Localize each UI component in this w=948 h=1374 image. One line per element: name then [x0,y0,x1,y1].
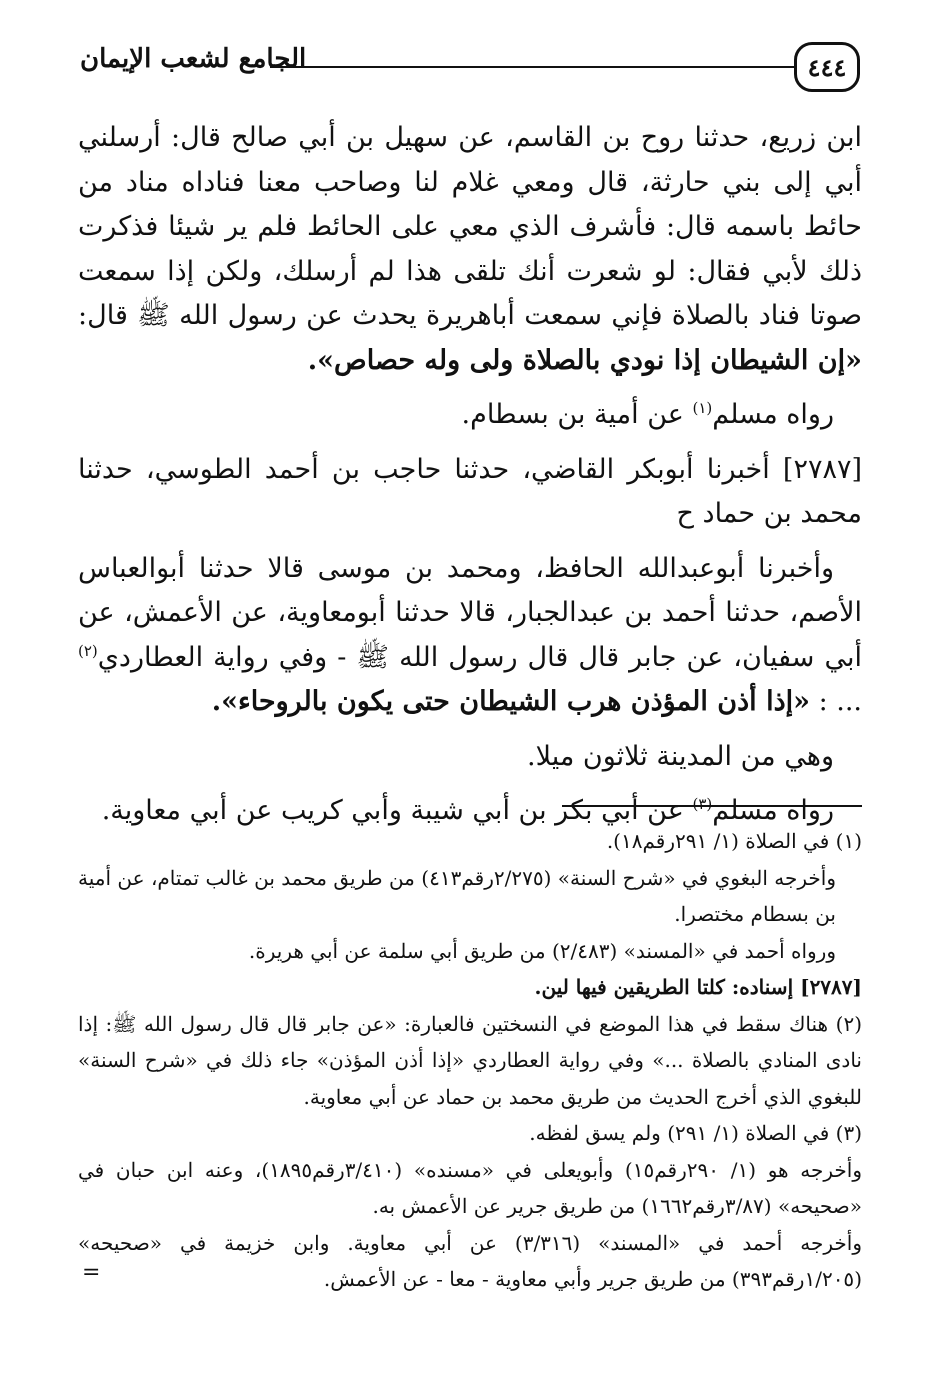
narration-text: رواه مسلم [712,795,834,826]
narration-text: عن أبي بكر بن أبي شيبة وأبي كريب عن أبي معاوية. [101,795,684,826]
footnote-line: [٢٧٨٧] إسناده: كلتا الطريقين فيها لين. [534,975,862,999]
paragraph-text: ابن زريع، حدثنا روح بن القاسم، عن سهيل بن أبي صالح قال: أرسلني أبي إلى بني حارثة، قال ومعي غلام لنا وصاحب معنا فناداه مناد من حائط باسمه قال: فأشرف الذي معي على الحائط فلم ير شيئا فذكرت ذلك لأبي فقال: لو شعرت أنك تلقى هذا لم أرسلك، ولكن إذا سمعت صوتا فناد بالصلاة فإني سمعت أباهريرة يحدث عن رسول الله ﷺ قال: [78,122,862,331]
footnote-line: وأخرجه أحمد في «المسند» (٣/٣١٦) عن أبي معاوية. وابن خزيمة في «صحيحه» (١/٢٠٥رقم٣٩٣) من طريق جرير وأبي معاوية - معا - عن الأعمش. [78,1230,862,1291]
paragraph [78,448,862,537]
book-title: الجامع لشعب الإيمان [80,44,307,74]
hadith-quote: «إن الشيطان إذا نودي بالصلاة ولى وله حصاص». [307,344,862,376]
footnote-1: (١) في الصلاة (١/ ٢٩١رقم١٨). [606,829,862,853]
paragraph: وهي من المدينة ثلاثون ميلا. [527,740,834,772]
hadith-number: [٢٧٨٧] [782,453,862,485]
footnote-separator [562,805,862,807]
header-rule [270,66,794,68]
footnotes [78,823,862,1298]
footnote-ref[interactable]: (٣) [692,795,713,813]
paragraph [78,116,862,383]
paragraph [78,547,862,725]
footnote-2: (٢) هناك سقط في هذا الموضع في النسختين فالعبارة: «عن جابر قال قال رسول الله ﷺ: إذا نادى المنادي بالصلاة ...» وفي رواية العطاردي «إذا أذن المؤذن» جاء ذلك في «شرح السنة» للبغوي الذي أخرج الحديث من طريق محمد بن حماد عن أبي معاوية. [78,1011,862,1109]
continuation-mark: = [82,1260,101,1285]
narration-text: عن أمية بن بسطام. [461,399,684,430]
footnote-3: (٣) في الصلاة (١/ ٢٩١) ولم يسق لفظه. [529,1121,862,1145]
footnote-ref[interactable]: (٢) [78,641,98,660]
narration-line [78,393,862,438]
footnote-ref[interactable]: (١) [692,399,713,417]
footnote-line: ورواه أحمد في «المسند» (٢/٤٨٣) من طريق أبي سلمة عن أبي هريرة. [248,938,836,963]
paragraph-text: وأخبرنا أبوعبدالله الحافظ، ومحمد بن موسى قالا حدثنا أبوالعباس الأصم، حدثنا أحمد بن عبدالجبار، قالا حدثنا أبومعاوية، عن الأعمش، عن أبي سفيان، عن جابر قال قال رسول الله ﷺ - وفي رواية العطاردي [78,552,862,673]
footnote-line: وأخرجه البغوي في «شرح السنة» (٢/٢٧٥رقم٤١٣) من طريق محمد بن غالب تمتام، عن أمية بن بسطام مختصرا. [78,865,836,926]
narration-text: رواه مسلم [712,399,834,430]
paragraph-text: ... : [818,686,862,717]
paragraph-text: أخبرنا أبوبكر القاضي، حدثنا حاجب بن أحمد الطوسي، حدثنا محمد بن حماد ح [78,453,862,529]
footnote-line: وأخرجه هو (١/ ٢٩٠رقم١٥) وأبويعلى في «مسنده» (٣/٤١٠رقم١٨٩٥)، وعنه ابن حبان في «صحيحه» (٣/٨٧رقم١٦٦٢) من طريق جرير عن الأعمش به. [78,1157,862,1218]
hadith-quote: «إذا أذن المؤذن هرب الشيطان حتى يكون بالروحاء». [211,686,810,717]
page-header [70,38,860,102]
page-number: ٤٤٤ [794,42,860,92]
main-text [78,116,862,834]
